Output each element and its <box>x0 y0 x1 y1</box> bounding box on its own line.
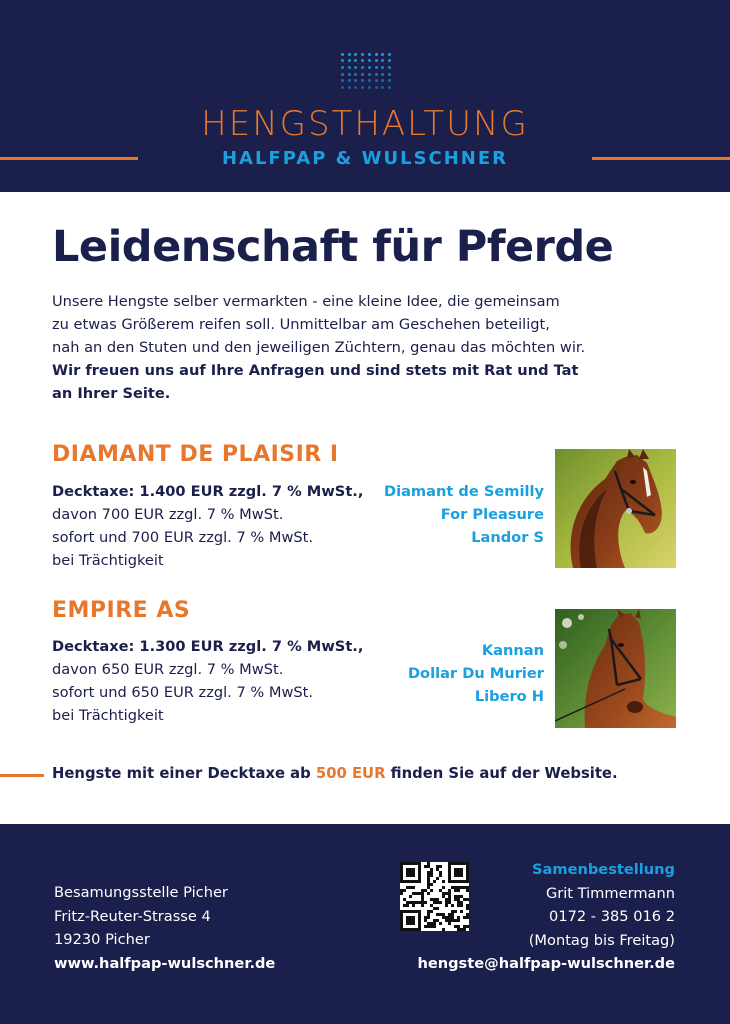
stallion-fee-empire <box>52 635 382 727</box>
logo-dot <box>388 53 391 56</box>
logo-dot <box>375 73 378 76</box>
logo-dot <box>361 53 364 56</box>
website-note-before: Hengste mit einer Decktaxe ab <box>52 765 316 782</box>
logo-dot <box>354 73 357 76</box>
logo-dot <box>361 66 364 69</box>
header-banner <box>0 0 730 192</box>
fee-line: sofort und 650 EUR zzgl. 7 % MwSt. <box>52 684 314 701</box>
pedigree-sire: Kannan <box>481 642 544 659</box>
fee-line: sofort und 700 EUR zzgl. 7 % MwSt. <box>52 529 314 546</box>
logo-dot <box>368 79 371 82</box>
logo-dot <box>375 86 378 89</box>
address-line: Besamungsstelle Picher <box>54 884 228 901</box>
fee-line: bei Trächtigkeit <box>52 707 164 724</box>
logo-dot <box>381 79 384 82</box>
fee-line: davon 700 EUR zzgl. 7 % MwSt. <box>52 506 284 523</box>
logo-dot <box>375 53 378 56</box>
brand-title: HENGSTHALTUNG <box>201 104 529 144</box>
logo-dot <box>361 59 364 62</box>
pedigree-diamant <box>344 480 544 549</box>
fee-line: davon 650 EUR zzgl. 7 % MwSt. <box>52 661 284 678</box>
website-note-accent: 500 EUR <box>315 765 386 782</box>
logo-dot <box>341 79 344 82</box>
fee-headline: Decktaxe: 1.300 EUR zzgl. 7 % MwSt., <box>52 638 364 655</box>
fee-line: bei Trächtigkeit <box>52 552 164 569</box>
pedigree-sire: Diamant de Semilly <box>383 483 544 500</box>
logo-dot <box>361 79 364 82</box>
logo-dot <box>368 73 371 76</box>
pedigree-damsire: Dollar Du Murier <box>407 665 544 682</box>
website-rule <box>0 774 44 777</box>
logo-dot <box>368 66 371 69</box>
logo-dot <box>381 73 384 76</box>
logo-dot <box>354 53 357 56</box>
intro-line: nah an den Stuten und den jeweiligen Züchtern, genau das möchten wir. <box>52 339 586 356</box>
logo-dot <box>381 86 384 89</box>
intro-bold-line: an Ihrer Seite. <box>52 385 171 402</box>
logo-dot <box>388 59 391 62</box>
logo-dot <box>348 73 351 76</box>
horse-photo-diamant <box>555 449 676 568</box>
stallion-name-diamant: DIAMANT DE PLAISIR I <box>52 442 339 467</box>
logo-dot <box>388 86 391 89</box>
logo-dot <box>361 86 364 89</box>
logo-dot <box>381 59 384 62</box>
page-headline: Leidenschaft für Pferde <box>52 222 614 272</box>
logo-dot <box>388 79 391 82</box>
logo-dot <box>354 66 357 69</box>
logo-dot <box>341 59 344 62</box>
pedigree-damsire: For Pleasure <box>440 506 544 523</box>
logo-dot <box>375 66 378 69</box>
contact-phone[interactable]: 0172 - 385 016 2 <box>549 908 675 925</box>
footer-contact <box>390 858 675 976</box>
pedigree-grand-damsire: Libero H <box>474 688 544 705</box>
logo-dot <box>368 59 371 62</box>
logo-dot <box>341 53 344 56</box>
intro-line: Unsere Hengste selber vermarkten - eine kleine Idee, die gemeinsam <box>52 293 560 310</box>
pedigree-grand-damsire: Landor S <box>471 529 544 546</box>
contact-name: Grit Timmermann <box>545 884 675 902</box>
website-note <box>52 765 618 782</box>
dot-grid-logo-icon <box>340 52 392 90</box>
logo-dot <box>368 86 371 89</box>
website-note-after: finden Sie auf der Website. <box>385 765 618 782</box>
fee-headline: Decktaxe: 1.400 EUR zzgl. 7 % MwSt., <box>52 483 364 500</box>
logo-dot <box>381 66 384 69</box>
address-line: Fritz-Reuter-Strasse 4 <box>54 907 211 925</box>
logo-dot <box>354 79 357 82</box>
pedigree-empire <box>344 639 544 708</box>
logo-dot <box>348 86 351 89</box>
logo-dot <box>381 53 384 56</box>
logo-dot <box>348 66 351 69</box>
logo-dot <box>341 73 344 76</box>
logo-dot <box>388 66 391 69</box>
intro-line: zu etwas Größerem reifen soll. Unmittelbar am Geschehen beteiligt, <box>52 316 550 333</box>
logo-dot <box>388 73 391 76</box>
logo-dot <box>368 53 371 56</box>
logo-dot <box>361 73 364 76</box>
logo-dot <box>354 59 357 62</box>
logo-dot <box>348 79 351 82</box>
brand-subtitle: HALFPAP & WULSCHNER <box>221 148 509 169</box>
intro-bold-line: Wir freuen uns auf Ihre Anfragen und sind stets mit Rat und Tat <box>52 362 579 379</box>
logo-dot <box>375 79 378 82</box>
horse-photo-empire <box>555 609 676 728</box>
logo-dot <box>354 86 357 89</box>
contact-email[interactable]: hengste@halfpap-wulschner.de <box>417 955 675 972</box>
stallion-fee-diamant <box>52 480 382 572</box>
logo-dot <box>348 53 351 56</box>
contact-heading: Samenbestellung <box>532 861 675 878</box>
contact-hours: (Montag bis Freitag) <box>528 931 675 949</box>
logo-dot <box>341 86 344 89</box>
intro-text <box>52 290 692 405</box>
logo-dot <box>341 66 344 69</box>
logo-dot <box>375 59 378 62</box>
website-link[interactable]: www.halfpap-wulschner.de <box>54 954 276 972</box>
address-line: 19230 Picher <box>54 931 150 948</box>
footer-address <box>54 881 275 975</box>
logo-dot <box>348 59 351 62</box>
stallion-name-empire: EMPIRE AS <box>52 598 191 623</box>
